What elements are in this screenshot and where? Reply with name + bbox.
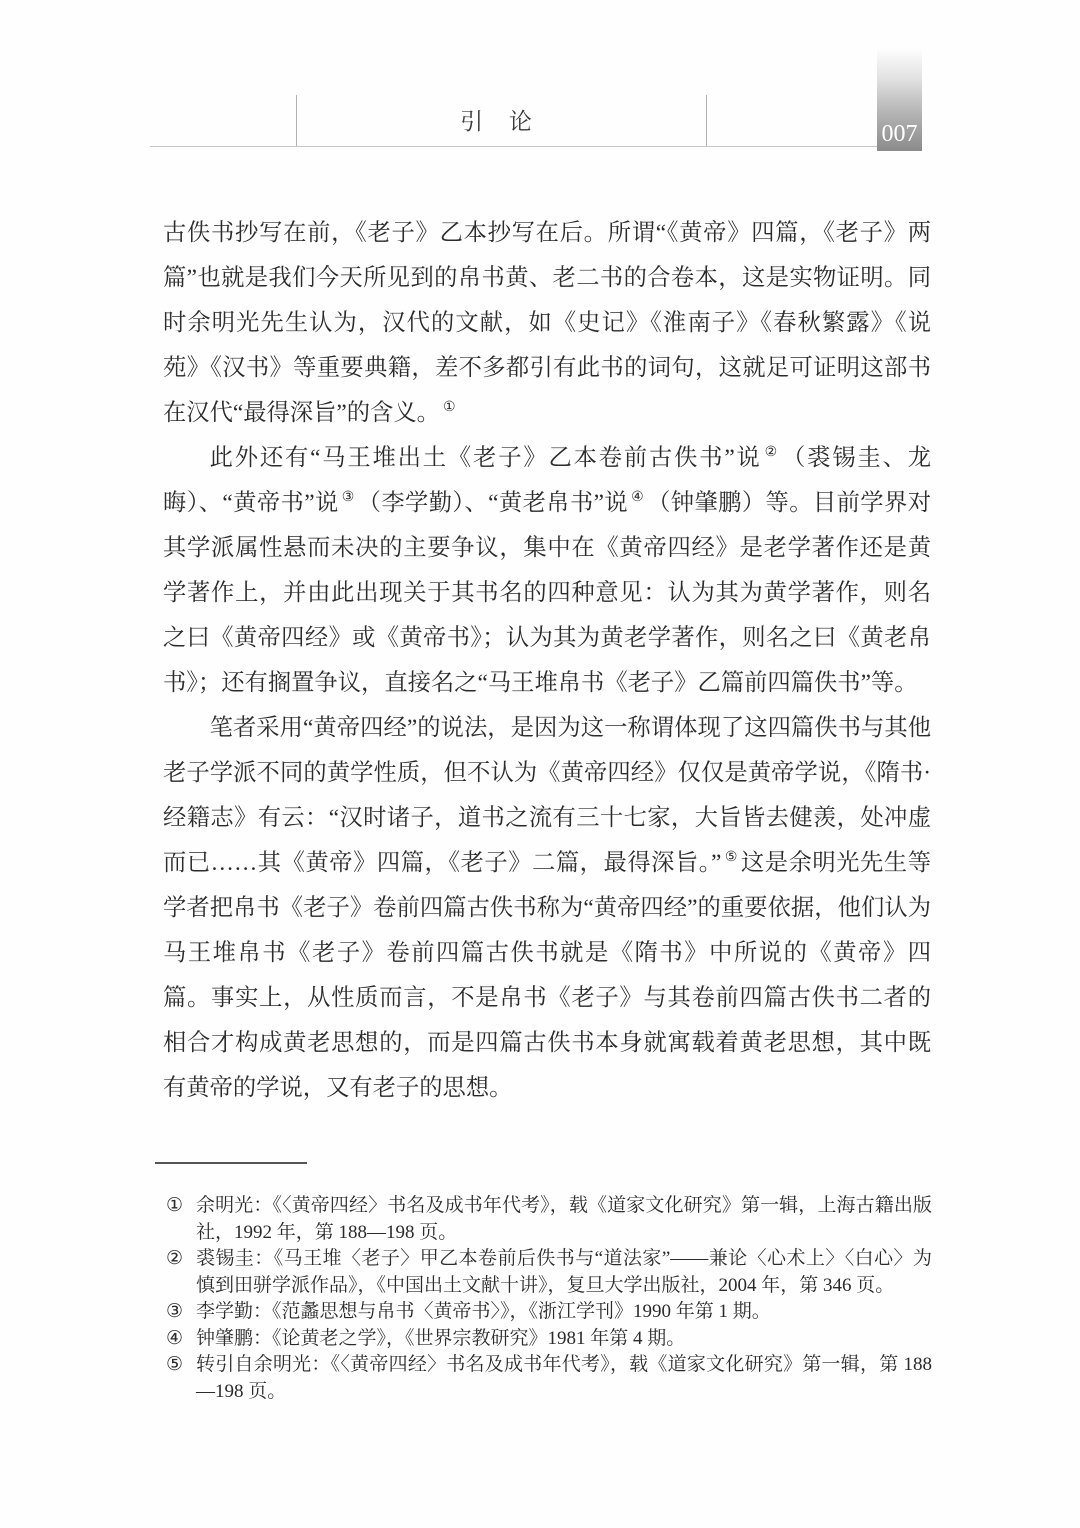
paragraph <box>163 706 931 1111</box>
footnote-text: 转引自余明光：《〈黄帝四经〉书名及成书年代考》，载《道家文化研究》第一辑，第 188—198 页。 <box>196 1354 932 1402</box>
footnote-number: ① <box>166 1195 184 1216</box>
header-rule <box>150 146 878 147</box>
footnote-item <box>166 1246 932 1299</box>
text-run: 笔者采用“黄帝四经”的说法，是因为这一称谓体现了这四篇佚书与其他老子学派不同的黄学性质，但不认为《黄帝四经》仅仅是黄帝学说，《隋书·经籍志》有云：“汉时诸子，道书之流有三十七家，大旨皆去健羡，处冲虚而已……其《黄帝》四篇，《老子》二篇，最得深旨。” <box>163 715 931 876</box>
page-number: 007 <box>881 121 918 147</box>
footnote-number: ② <box>166 1248 184 1269</box>
footnote-item <box>166 1193 932 1246</box>
footnote-reference: ② <box>764 445 780 461</box>
page-number-tab <box>877 47 922 151</box>
running-head-title: 引 论 <box>460 109 542 134</box>
header-right-tick <box>706 95 707 146</box>
footnote-reference: ③ <box>341 490 355 506</box>
text-run: 古佚书抄写在前，《老子》乙本抄写在后。所谓“《黄帝》四篇，《老子》两篇”也就是我们今天所见到的帛书黄、老二书的合卷本，这是实物证明。同时余明光先生认为，汉代的文献，如《史记》《淮南子》《春秋繁露》《说苑》《汉书》等重要典籍，差不多都引有此书的词句，这就足可证明这部书在汉代“最得深旨”的含义。 <box>163 220 931 426</box>
footnote-reference: ④ <box>631 490 645 506</box>
text-run: 这是余明光先生等学者把帛书《老子》卷前四篇古佚书称为“黄帝四经”的重要依据，他们认为马王堆帛书《老子》卷前四篇古佚书就是《隋书》中所说的《黄帝》四篇。事实上，从性质而言，不是帛书《老子》与其卷前四篇古佚书二者的相合才构成黄老思想的，而是四篇古佚书本身就寓载着黄老思想，其中既有黄帝的学说，又有老子的思想。 <box>163 850 931 1101</box>
footnotes-section <box>166 1193 932 1405</box>
footnote-text: 余明光：《〈黄帝四经〉书名及成书年代考》，载《道家文化研究》第一辑，上海古籍出版社，1992 年，第 188—198 页。 <box>196 1195 932 1243</box>
footnote-number: ④ <box>166 1327 184 1349</box>
footnote-item <box>166 1352 932 1405</box>
footnote-text: 钟肇鹏：《论黄老之学》，《世界宗教研究》1981 年第 4 期。 <box>196 1327 686 1349</box>
text-run: （李学勤）、“黄老帛书”说 <box>357 490 629 516</box>
paragraph <box>163 211 931 436</box>
text-run: 此外还有“马王堆出土《老子》乙本卷前古佚书”说 <box>209 445 762 471</box>
footnote-number: ③ <box>166 1301 184 1322</box>
footnote-reference: ① <box>442 400 456 416</box>
footnote-number: ⑤ <box>166 1354 184 1375</box>
footnote-separator <box>155 1162 307 1164</box>
footnote-item <box>166 1299 932 1326</box>
footnote-reference: ⑤ <box>724 850 738 866</box>
footnote-text: 裘锡圭：《马王堆〈老子〉甲乙本卷前后佚书与“道法家”——兼论〈心术上〉〈白心〉为慎到田骈学派作品》，《中国出土文献十讲》，复旦大学出版社，2004 年，第 346 页。 <box>196 1248 932 1296</box>
text-run: （裘锡圭、龙晦）、“黄帝书”说 <box>163 445 931 516</box>
body-text <box>163 211 931 1111</box>
footnote-item <box>166 1326 932 1353</box>
footnote-text: 李学勤：《范蠡思想与帛书〈黄帝书〉》，《浙江学刊》1990 年第 1 期。 <box>196 1301 771 1322</box>
text-run: （钟肇鹏）等。目前学界对其学派属性悬而未决的主要争议，集中在《黄帝四经》是老学著作还是黄学著作上，并由此出现关于其书名的四种意见：认为其为黄学著作，则名之曰《黄帝四经》或《黄帝书》；认为其为黄老学著作，则名之曰《黄老帛书》；还有搁置争议，直接名之“马王堆帛书《老子》乙篇前四篇佚书”等。 <box>163 490 931 696</box>
paragraph <box>163 436 931 706</box>
